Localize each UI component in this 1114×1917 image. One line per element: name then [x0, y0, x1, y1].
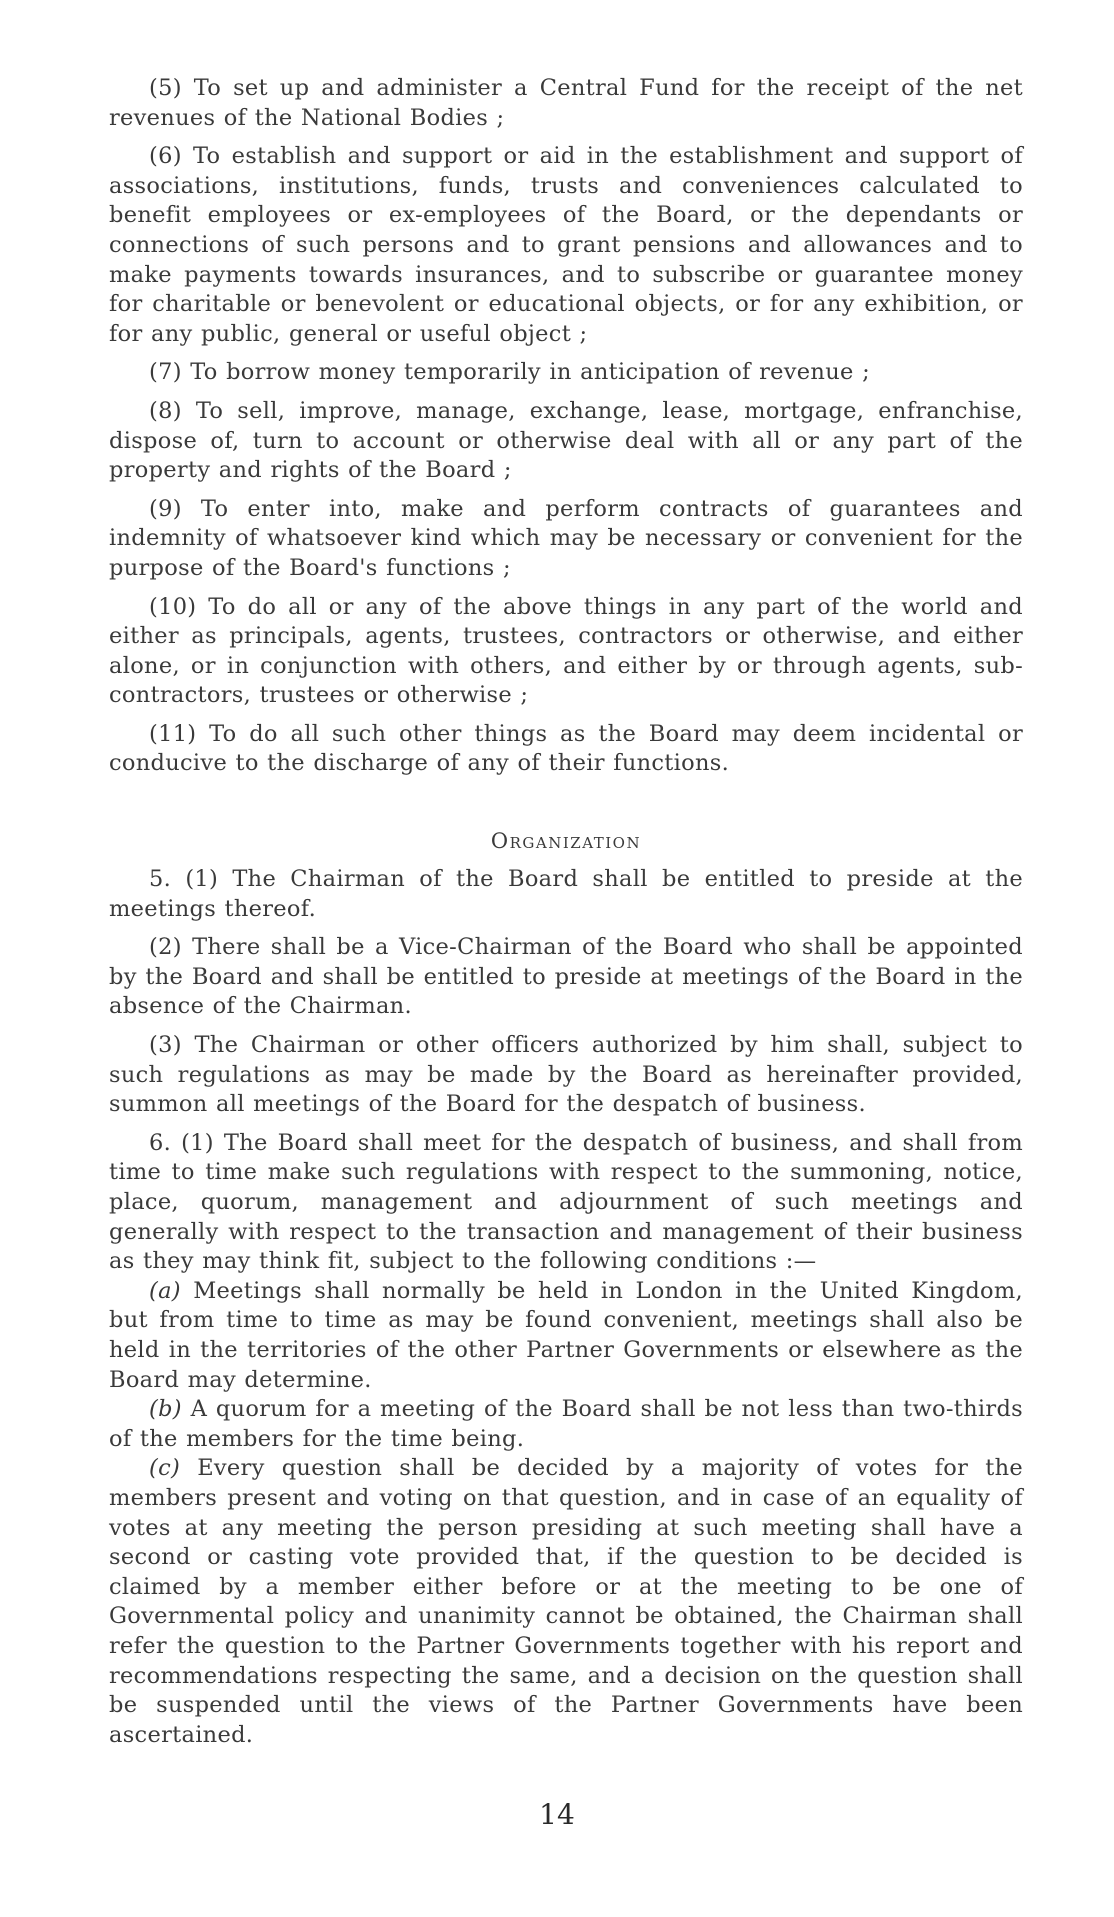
page-number: 14	[539, 1798, 575, 1831]
condition-label: (b)	[149, 1396, 182, 1423]
clause-10-world: (10) To do all or any of the above things in any part of the world and either as principals, agents, trustees, contractors or otherwise, and either alone, or in conjunction with others, and either by or through agents, sub-contractors, trustees or otherwise ;	[109, 593, 1023, 709]
condition-text: Meetings shall normally be held in London in the United Kingdom, but from time to time as may be found convenient, meetings shall also be held in the territories of the other Partner Governments or elsewhere as the Board may determine.	[109, 1277, 1023, 1393]
condition-label: (c)	[149, 1455, 181, 1482]
condition-b	[109, 1395, 1023, 1454]
clause-8-property: (8) To sell, improve, manage, exchange, lease, mortgage, enfranchise, dispose of, turn to account or otherwise deal with all or any part of the property and rights of the Board ;	[109, 397, 1023, 484]
article-5-3: (3) The Chairman or other officers authorized by him shall, subject to such regulations as may be made by the Board as hereinafter provided, summon all meetings of the Board for the despatch of business.	[109, 1032, 1023, 1118]
condition-c	[109, 1454, 1023, 1750]
page-body	[109, 74, 1023, 1750]
condition-label: (a)	[149, 1277, 181, 1304]
condition-a	[109, 1277, 1023, 1395]
clause-5-central-fund: (5) To set up and administer a Central Fund for the receipt of the net revenues of the National Bodies ;	[109, 75, 1023, 131]
article-5-2: (2) There shall be a Vice-Chairman of the Board who shall be appointed by the Board and shall be entitled to preside at meetings of the Board in the absence of the Chairman.	[109, 934, 1023, 1020]
clause-7-borrow: (7) To borrow money temporarily in anticipation of revenue ;	[149, 359, 870, 386]
condition-text: A quorum for a meeting of the Board shall be not less than two-thirds of the members for the time being.	[109, 1396, 1023, 1452]
clause-6-associations: (6) To establish and support or aid in the establishment and support of associations, institutions, funds, trusts and conveniences calculated to benefit employees or ex-employees of the Board, or the dependants or connections of such persons and to grant pensions and allowances and to make payments towards insurances, and to subscribe or guarantee money for charitable or benevolent or educational objects, or for any exhibition, or for any public, general or useful object ;	[109, 143, 1023, 347]
clause-9-contracts: (9) To enter into, make and perform contracts of guarantees and indemnity of whatsoever kind which may be necessary or convenient for the purpose of the Board's functions ;	[109, 495, 1023, 581]
condition-text: Every question shall be decided by a majority of votes for the members present and voting on that question, and in case of an equality of votes at any meeting the person presiding at such meeting shall have a second or casting vote provided that, if the question to be decided is claimed by a member either before or at the meeting to be one of Governmental policy and unanimity cannot be obtained, the Chairman shall refer the question to the Partner Governments together with his report and recommendations respecting the same, and a decision on the question shall be suspended until the views of the Partner Governments have been ascertained.	[109, 1455, 1023, 1748]
article-6-1: 6. (1) The Board shall meet for the despatch of business, and shall from time to time make such regulations with respect to the summoning, notice, place, quorum, management and adjournment of such meetings and generally with respect to the transaction and management of their business as they may think fit, subject to the following conditions :—	[109, 1129, 1023, 1275]
clause-11-incidental: (11) To do all such other things as the Board may deem incidental or conducive to the discharge of any of their functions.	[109, 720, 1023, 777]
section-heading: Organization	[490, 829, 642, 854]
article-5-1: 5. (1) The Chairman of the Board shall be entitled to preside at the meetings thereof.	[109, 866, 1023, 922]
